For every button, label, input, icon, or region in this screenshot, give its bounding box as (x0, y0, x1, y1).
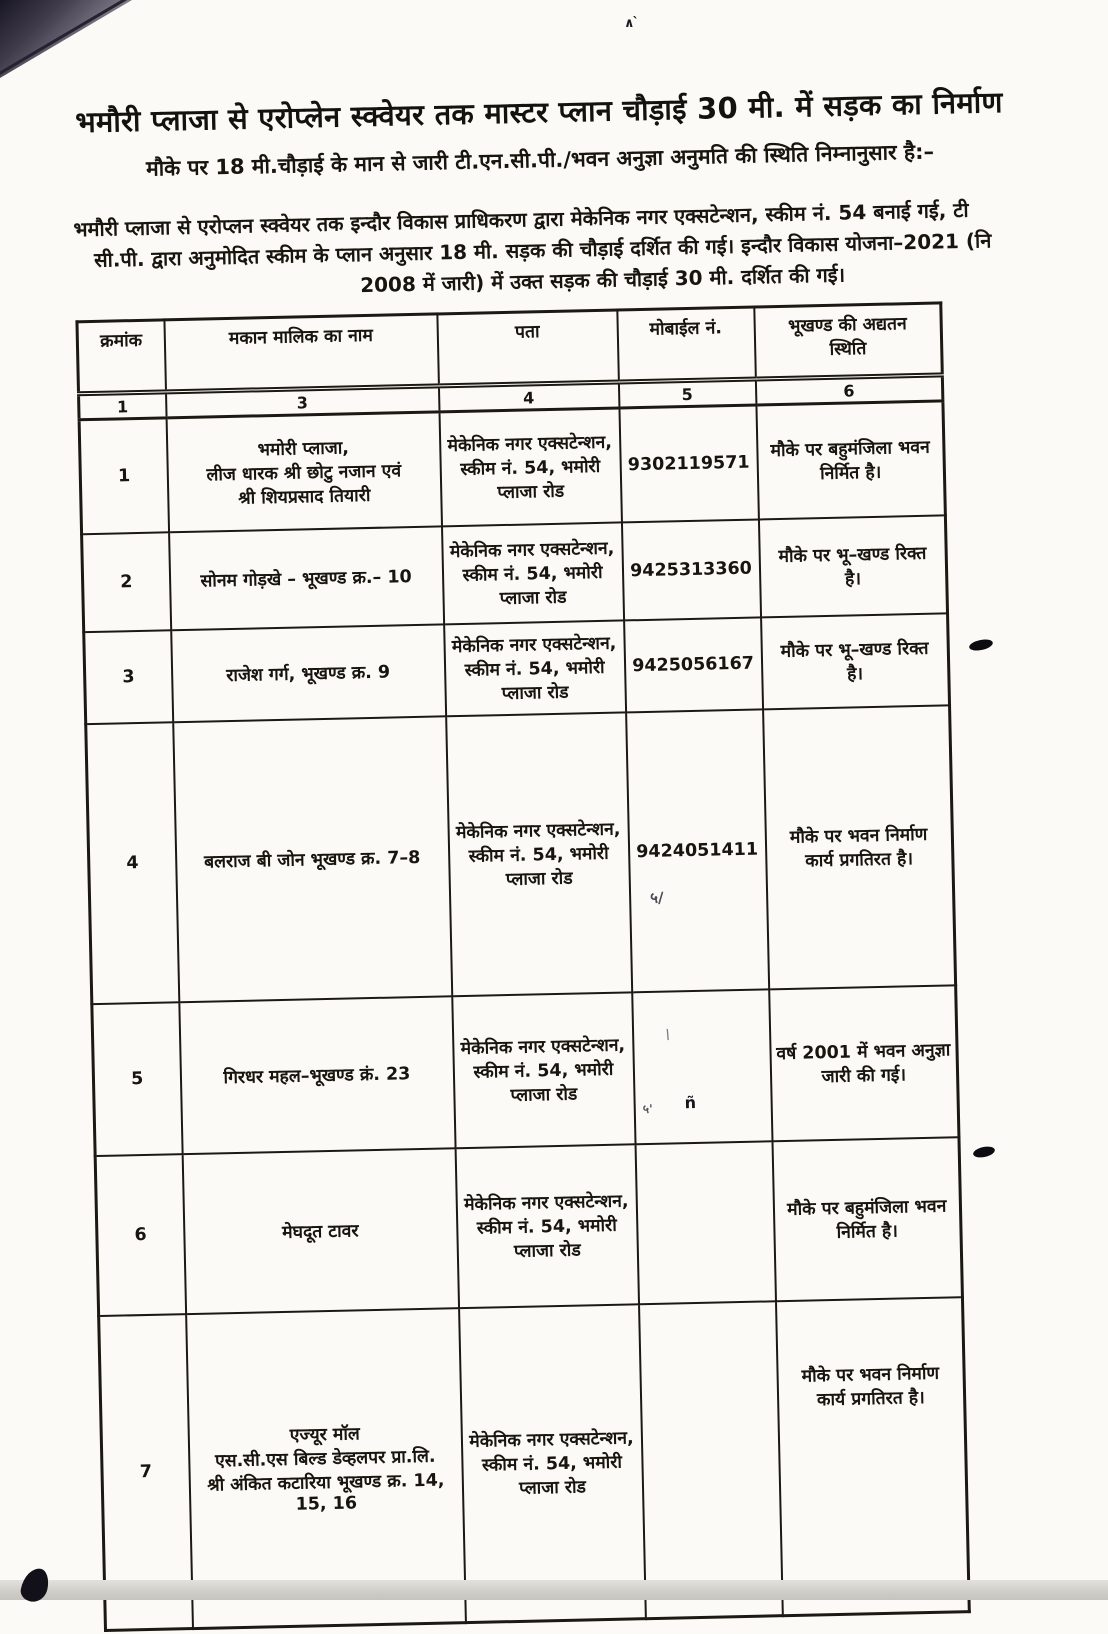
cell-owner: मेघदूत टावर (182, 1148, 458, 1314)
cell-serial: 6 (95, 1154, 185, 1316)
header-serial: क्रमांक (77, 320, 166, 394)
handwritten-mark: ५/ (649, 888, 664, 907)
cell-owner: एज्यूर मॉल एस.सी.एस बिल्ड डेव्हलपर प्रा.लि. श्री अंकित कटारिया भूखण्ड क्र. 14, 15, 16 (186, 1308, 466, 1628)
cell-status: मौके पर भू–खण्ड रिक्त है। (761, 613, 950, 709)
table-row (95, 1137, 962, 1316)
cell-mobile: 9424051411 (626, 709, 769, 992)
cell-status: मौके पर भवन निर्माण कार्य प्रगतिरत है। (763, 705, 956, 989)
cell-mobile (635, 1141, 775, 1304)
cell-serial: 7 (99, 1314, 193, 1630)
column-number: 4 (438, 382, 619, 412)
cell-mobile: 9425056167 (624, 617, 763, 712)
cell-address: मेकेनिक नगर एक्सटेन्शन, स्कीम नं. 54, भमोरी प्लाजा रोड (439, 408, 621, 526)
header-mobile: मोबाईल नं. (617, 307, 756, 382)
paragraph-line-1: भमौरी प्लाजा से एरोप्लन स्क्वेयर तक इन्दौर विकास प्राधिकरण द्वारा मेकेनिक नगर एक्सटेन्शन, स्कीम नं. 54 बनाई गई, टी (73, 197, 969, 242)
cell-status: मौके पर भवन निर्माण कार्य प्रगतिरत है। (775, 1297, 969, 1616)
handwritten-mark: ñ (684, 1092, 697, 1113)
header-plot-status: भूखण्ड की अद्यतन स्थिति (754, 303, 943, 379)
cell-mobile: 9302119571 (619, 405, 758, 522)
pen-mark: ∧` (624, 16, 638, 31)
column-number: 3 (166, 386, 440, 418)
cell-serial: 2 (82, 532, 171, 632)
cell-owner: भमोरी प्लाजा, लीज धारक श्री छोटु नजान एवं श्री शियप्रसाद तियारी (166, 412, 441, 532)
handwritten-mark: \ (663, 1027, 672, 1043)
paragraph-line-3: 2008 में जारी) में उक्त सड़क की चौड़ाई 30 मी. दर्शित की गई। (359, 262, 846, 298)
column-number: 6 (755, 375, 943, 405)
cell-mobile: 9425313360 (621, 519, 760, 620)
cell-mobile (639, 1301, 783, 1618)
cell-address: मेकेनिक नगर एक्सटेन्शन, स्कीम नं. 54, भमोरी प्लाजा रोड (442, 522, 624, 624)
paragraph-line-2: सी.पी. द्वारा अनुमोदित स्कीम के प्लान अनुसार 18 मी. सड़क की चौड़ाई दर्शित की गई। इन्दौर विकास योजना–2021 (नि (93, 228, 992, 272)
cell-address: मेकेनिक नगर एक्सटेन्शन, स्कीम नं. 54, भमोरी प्लाजा रोड (455, 1144, 638, 1308)
cell-serial: 1 (79, 418, 168, 534)
table-row (86, 705, 956, 1004)
scan-edge-strip (0, 1580, 1108, 1600)
cell-owner: बलराज बी जोन भूखण्ड क्र. 7–8 (173, 716, 452, 1002)
cell-status: मौके पर बहुमंजिला भवन निर्मित है। (772, 1137, 962, 1301)
cell-serial: 3 (84, 630, 173, 724)
column-number: 1 (79, 392, 167, 420)
cell-address: मेकेनिक नगर एक्सटेन्शन, स्कीम नं. 54, भमोरी प्लाजा रोड (446, 712, 632, 996)
column-number: 5 (618, 379, 756, 408)
cell-serial: 4 (86, 722, 179, 1004)
page-subtitle: मौके पर 18 मी.चौड़ाई के मान से जारी टी.एन.सी.पी./भवन अनुज्ञा अनुमति की स्थिति निम्नानुसार है:– (145, 139, 935, 181)
cell-address: मेकेनिक नगर एक्सटेन्शन, स्कीम नं. 54, भमोरी प्लाजा रोड (459, 1304, 646, 1622)
cell-status: मौके पर भू–खण्ड रिक्त है। (758, 515, 947, 617)
handwritten-mark: ५' (642, 1101, 653, 1117)
cell-owner: गिरधर महल–भूखण्ड क्रं. 23 (179, 996, 455, 1154)
header-address: पता (437, 310, 619, 386)
cell-mobile (632, 989, 772, 1144)
cell-owner: राजेश गर्ग, भूखण्ड क्र. 9 (171, 624, 446, 722)
intro-paragraph (0, 188, 1108, 309)
table-row (79, 401, 945, 534)
cell-address: मेकेनिक नगर एक्सटेन्शन, स्कीम नं. 54, भमोरी प्लाजा रोड (444, 620, 626, 716)
table-row (92, 985, 959, 1156)
cell-status: वर्ष 2001 में भवन अनुज्ञा जारी की गई। (769, 985, 959, 1141)
cell-address: मेकेनिक नगर एक्सटेन्शन, स्कीम नं. 54, भमोरी प्लाजा रोड (452, 992, 635, 1148)
cell-status: मौके पर बहुमंजिला भवन निर्मित है। (756, 401, 945, 520)
cell-serial: 5 (92, 1002, 182, 1156)
page-title: भमौरी प्लाजा से एरोप्लेन स्क्वेयर तक मास्टर प्लान चौड़ाई 30 मी. में सड़क का निर्माण (74, 85, 1004, 140)
table-row (82, 515, 948, 632)
plot-status-table (75, 301, 970, 1632)
header-owner-name: मकान मालिक का नाम (164, 314, 439, 392)
cell-owner: सोनम गोड़खे – भूखण्ड क्र.– 10 (169, 526, 444, 630)
